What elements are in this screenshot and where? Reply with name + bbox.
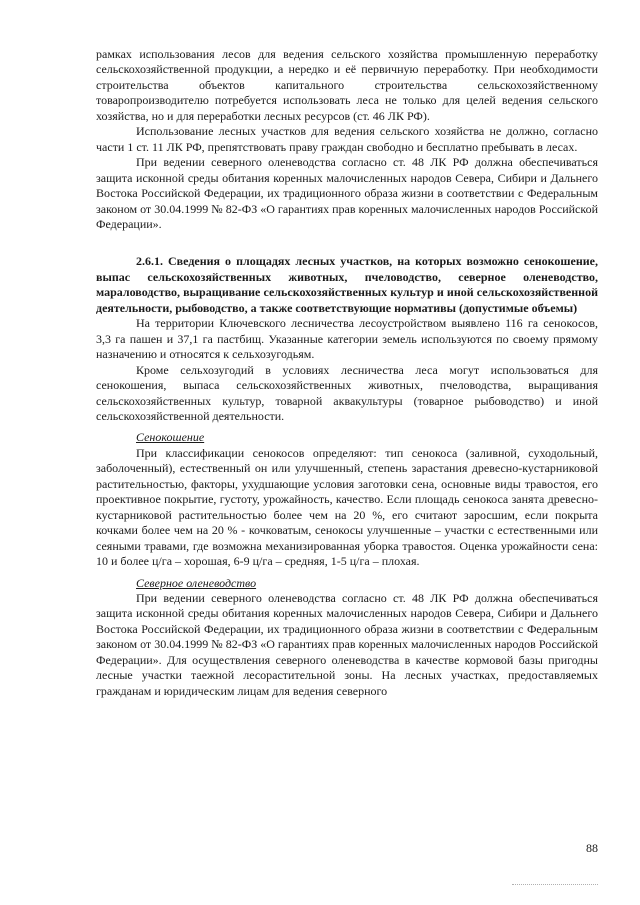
paragraph-reindeer-herding: При ведении северного оленеводства согласно ст. 48 ЛК РФ должна обеспечиваться защита исконной среды обитания коренных малочисленных народов Севера, Сибири и Дальнего Востока Российской Федерации, их традиционного образа жизни в соответствии с Федеральным законом от 30.04.1999 № 82-ФЗ «О гарантиях прав коренных малочисленных народов Российской Федерации». Для осуществления северного оленеводства в качестве кормовой базы пригодны лесные участки таежной лесорастительной зоны. На лесных участках, предоставляемых гражданам и юридическим лицам для ведения северного [96, 590, 598, 698]
paragraph-haymaking-classification: При классификации сенокосов определяют: тип сенокоса (заливной, суходольный, заболоченный), естественный он или улучшенный, степень зарастания древесно-кустарниковой растительностью, факторы, ухудшающие условия заготовки сена, основные виды травостоя, его проективное покрытие, густоту, урожайность, качество. Если площадь сенокоса занята древесно-кустарниковой растительностью более чем на 20 %, его считают заросшим, если покрыта кочками более чем на 20 % - кочковатым, сенокосы улучшенные – участки с естественными или сеяными травами, где возможна механизированная уборка травостоя. Оценка урожайности сена: 10 и более ц/га – хорошая, 6-9 ц/га – средняя, 1-5 ц/га – плохая. [96, 445, 598, 569]
paragraph-reindeer-law: При ведении северного оленеводства согласно ст. 48 ЛК РФ должна обеспечиваться защита исконной среды обитания коренных малочисленных народов Севера, Сибири и Дальнего Востока Российской Федерации, их традиционного образа жизни в соответствии с Федеральным законом от 30.04.1999 № 82-ФЗ «О гарантиях прав коренных малочисленных народов Российской Федерации». [96, 155, 598, 231]
subheading-reindeer-herding: Северное оленеводство [136, 575, 257, 590]
paragraph-other-uses: Кроме сельхозугодий в условиях лесничества леса могут использоваться для сенокошения, выпаса сельскохозяйственных животных, пчеловодства, выращивания сельскохозяйственных культур, товарной аквакультуры (товарное рыбоводство) и иной сельскохозяйственной деятельности. [96, 362, 598, 423]
page-number: 88 [586, 841, 598, 855]
section-heading-2-6-1: 2.6.1. Сведения о площадях лесных участков, на которых возможно сенокошение, выпас сельскохозяйственных животных, пчеловодство, северное оленеводство, мараловодство, выращивание сельскохозяйственных культур и иной сельскохозяйственной деятельности, рыбоводство, а также соответствующие нормативы (допустимые объемы) [96, 254, 598, 315]
paragraph-territory-stats: На территории Ключевского лесничества лесоустройством выявлено 116 га сенокосов, 3,3 га пашен и 37,1 га пастбищ. Указанные категории земель используются по своему прямому назначению и относятся к сельхозугодьям. [96, 316, 598, 362]
paragraph-agri-processing: рамках использования лесов для ведения сельского хозяйства промышленную переработку сельскохозяйственной продукции, а нередко и её первичную переработку. При необходимости строительства объектов капитального строительства сельскохозяйственному товаропроизводителю потребуется использовать леса не только для целей ведения сельского хозяйства, но и для переработки лесных ресурсов (ст. 46 ЛК РФ). [96, 47, 598, 123]
paragraph-free-access: Использование лесных участков для ведения сельского хозяйства не должно, согласно части 1 ст. 11 ЛК РФ, препятствовать праву граждан свободно и бесплатно пребывать в лесах. [96, 124, 598, 154]
document-page [96, 47, 598, 699]
subheading-haymaking: Сенокошение [136, 430, 205, 445]
footer-divider [512, 884, 598, 885]
